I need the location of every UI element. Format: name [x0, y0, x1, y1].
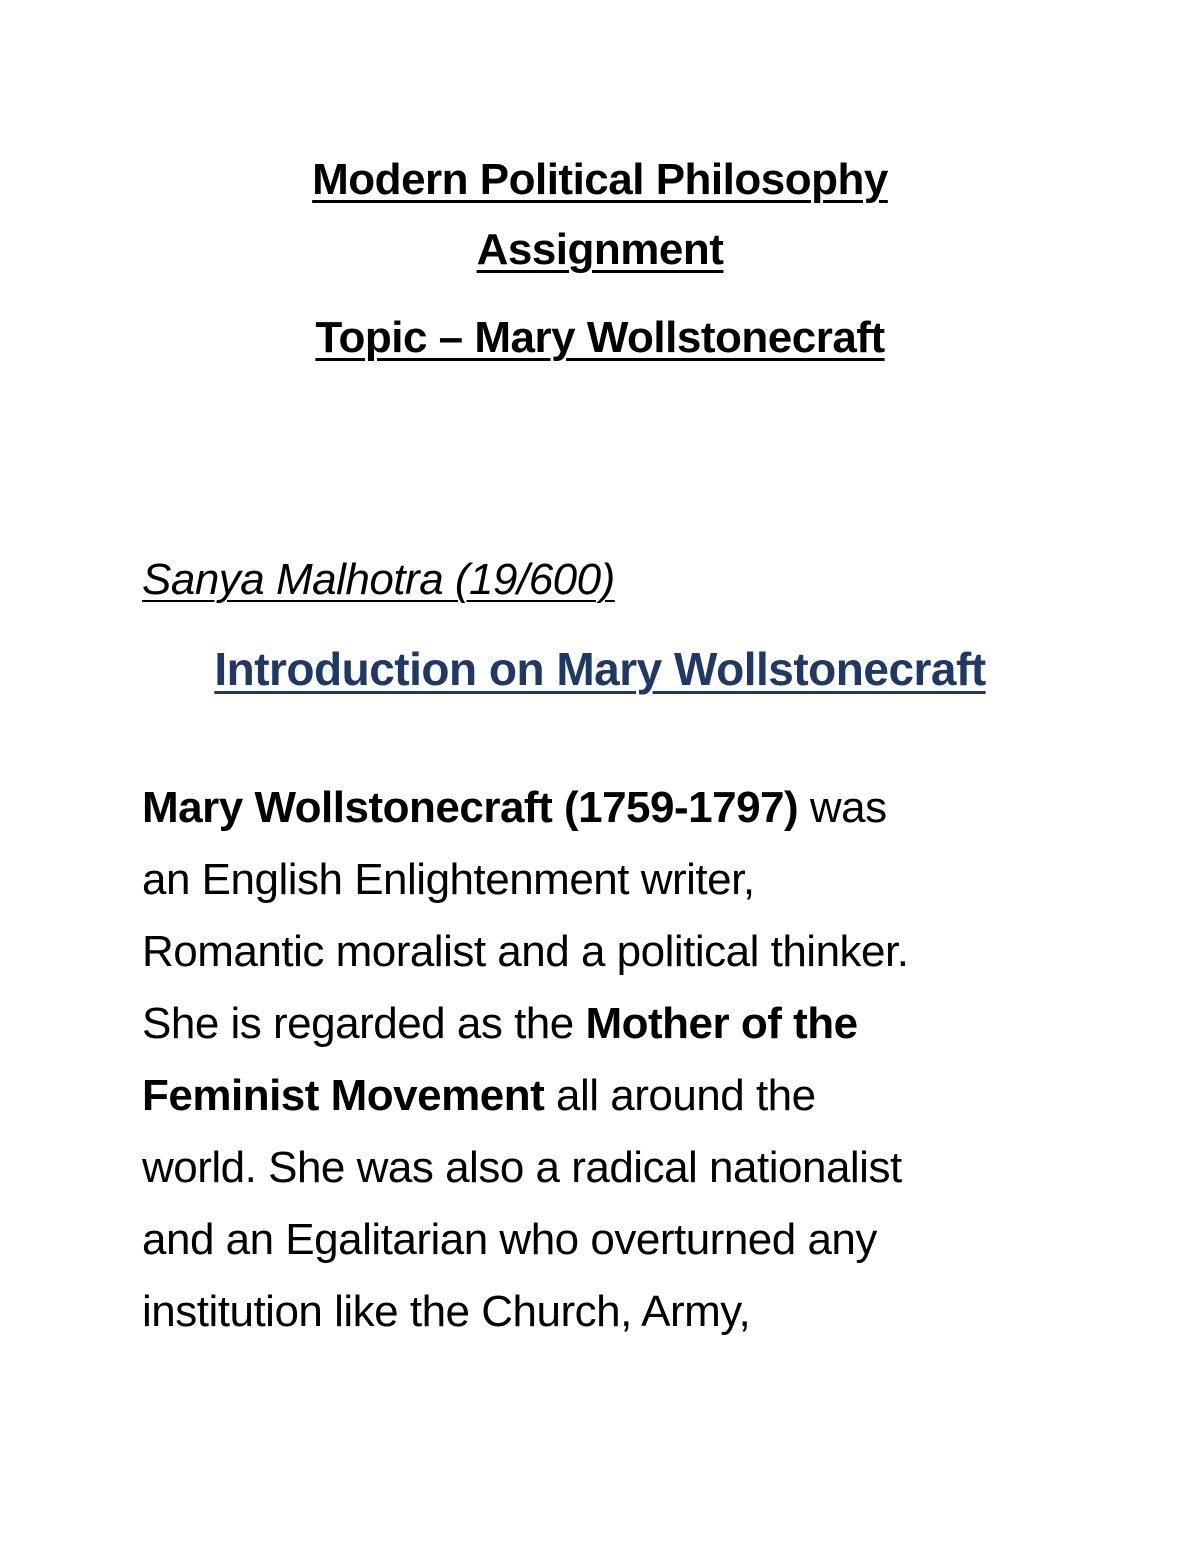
paragraph-line: and an Egalitarian who overturned any [142, 1215, 877, 1264]
paragraph-line: world. She was also a radical nationalist [142, 1143, 902, 1192]
title-line-topic: Topic – Mary Wollstonecraft [315, 313, 885, 362]
paragraph-line: Romantic moralist and a political thinker. [142, 927, 909, 976]
paragraph-line [142, 1060, 1102, 1132]
paragraph-line [142, 772, 1102, 844]
bold-text: Feminist Movement [142, 1071, 545, 1120]
plain-text: all around the [544, 1071, 816, 1120]
paragraph-line: institution like the Church, Army, [142, 1287, 751, 1336]
plain-text: was [798, 783, 887, 832]
body-paragraph [142, 772, 1102, 1348]
bold-text: Mary Wollstonecraft (1759-1797) [142, 783, 799, 832]
author-line: Sanya Malhotra (19/600) [142, 555, 615, 604]
title-line-assignment: Assignment [476, 225, 724, 274]
bold-text: Mother of the [585, 999, 858, 1048]
section-heading: Introduction on Mary Wollstonecraft [214, 643, 986, 695]
paragraph-line: an English Enlightenment writer, [142, 855, 755, 904]
title-line-course: Modern Political Philosophy [312, 155, 888, 204]
plain-text: She is regarded as the [142, 999, 586, 1048]
paragraph-line [142, 988, 1102, 1060]
